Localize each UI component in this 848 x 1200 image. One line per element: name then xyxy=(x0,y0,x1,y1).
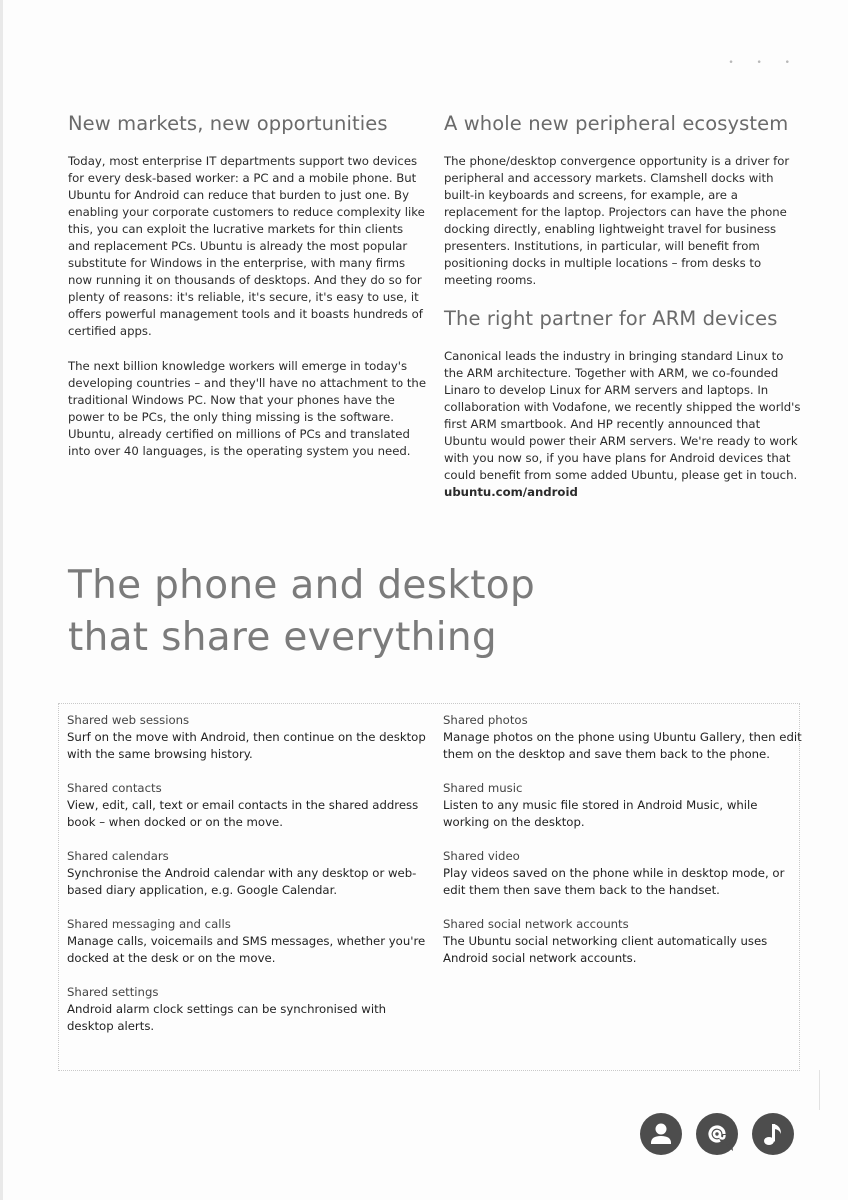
feature-title: Shared calendars xyxy=(67,849,169,863)
feature-desc: Listen to any music file stored in Android Music, while working on the desktop. xyxy=(443,798,758,829)
feature-desc: Synchronise the Android calendar with any desktop or web-based diary application, e.g. Google Calendar. xyxy=(67,866,417,897)
feature-title: Shared settings xyxy=(67,985,159,999)
feature-desc: View, edit, call, text or email contacts in the shared address book – when docked or on the move. xyxy=(67,798,419,829)
feature-desc: Android alarm clock settings can be synchronised with desktop alerts. xyxy=(67,1002,387,1033)
feature-contacts xyxy=(67,780,427,831)
feature-title: Shared web sessions xyxy=(67,713,190,727)
paragraph-arm xyxy=(444,348,804,501)
feature-title: Shared photos xyxy=(443,713,528,727)
feature-settings xyxy=(67,984,427,1035)
feature-title: Shared music xyxy=(443,781,523,795)
heading-new-markets: New markets, new opportunities xyxy=(68,112,388,135)
at-sign-icon xyxy=(696,1113,738,1155)
feature-icons xyxy=(640,1113,800,1157)
feature-calendars xyxy=(67,848,427,899)
feature-web-sessions xyxy=(67,712,427,763)
heading-peripheral-ecosystem: A whole new peripheral ecosystem xyxy=(444,112,789,135)
paragraph-next-billion: The next billion knowledge workers will emerge in today's developing countries – and they'll have no attachment to the traditional Windows PC. Now that your phones have the power to be PCs, the only thing missing is the software. Ubuntu, already certified on millions of PCs and translated into over 40 languages, is the operating system you need. xyxy=(68,359,427,458)
feature-music xyxy=(443,780,803,831)
feature-title: Shared contacts xyxy=(67,781,162,795)
feature-title: Shared video xyxy=(443,849,520,863)
left-column xyxy=(68,112,428,478)
paragraph-peripheral: The phone/desktop convergence opportunity is a driver for peripheral and accessory markets. Clamshell docks with built-in keyboards and screens, for example, are a replacement for the laptop. Projectors can have the phone docking directly, enabling lightweight travel for business presenters. Institutions, in particular, will benefit from positioning docks in multiple locations – from desks to meeting rooms. xyxy=(444,154,790,287)
right-column xyxy=(444,112,804,519)
page-edge xyxy=(0,0,3,1200)
feature-desc: The Ubuntu social networking client automatically uses Android social network accounts. xyxy=(443,934,768,965)
headline-line-1: The phone and desktop xyxy=(68,563,536,608)
features-left-column xyxy=(67,712,427,1052)
paragraph-arm-text: Canonical leads the industry in bringing standard Linux to the ARM architecture. Together with ARM, we co-founded Linaro to develop Linux for ARM servers and laptops. In collaboration with Vodafone, we recently shipped the world's first ARM smartbook. And HP recently announced that Ubuntu would power their ARM servers. We're ready to work with you now so, if you have plans for Android devices that could benefit from some added Ubuntu, please get in touch. xyxy=(444,349,801,482)
heading-arm-partner: The right partner for ARM devices xyxy=(444,307,778,330)
headline-line-2: that share everything xyxy=(68,615,497,660)
feature-desc: Play videos saved on the phone while in desktop mode, or edit them then save them back to the handset. xyxy=(443,866,785,897)
feature-social xyxy=(443,916,803,967)
ubuntu-android-link[interactable]: ubuntu.com/android xyxy=(444,485,578,499)
page-corner-dots: • • • xyxy=(728,58,800,68)
feature-photos xyxy=(443,712,803,763)
feature-desc: Manage calls, voicemails and SMS messages, whether you're docked at the desk or on the move. xyxy=(67,934,426,965)
feature-desc: Manage photos on the phone using Ubuntu Gallery, then edit them on the desktop and save them back to the phone. xyxy=(443,730,802,761)
page-edge-mark xyxy=(819,1070,820,1110)
feature-title: Shared social network accounts xyxy=(443,917,629,931)
feature-messaging xyxy=(67,916,427,967)
contact-icon xyxy=(640,1113,682,1155)
page-headline xyxy=(68,560,768,664)
paragraph-enterprise: Today, most enterprise IT departments support two devices for every desk-based worker: a PC and a mobile phone. But Ubuntu for Android can reduce that burden to just one. By enabling your corporate customers to reduce complexity like this, you can exploit the lucrative markets for thin clients and replacement PCs. Ubuntu is already the most popular substitute for Windows in the enterprise, with many firms now running it on thousands of desktops. And they do so for plenty of reasons: it's reliable, it's secure, it's easy to use, it offers powerful management tools and it boasts hundreds of certified apps. xyxy=(68,154,425,338)
features-right-column xyxy=(443,712,803,984)
feature-title: Shared messaging and calls xyxy=(67,917,231,931)
feature-desc: Surf on the move with Android, then continue on the desktop with the same browsing history. xyxy=(67,730,426,761)
feature-video xyxy=(443,848,803,899)
music-note-icon xyxy=(752,1113,794,1155)
